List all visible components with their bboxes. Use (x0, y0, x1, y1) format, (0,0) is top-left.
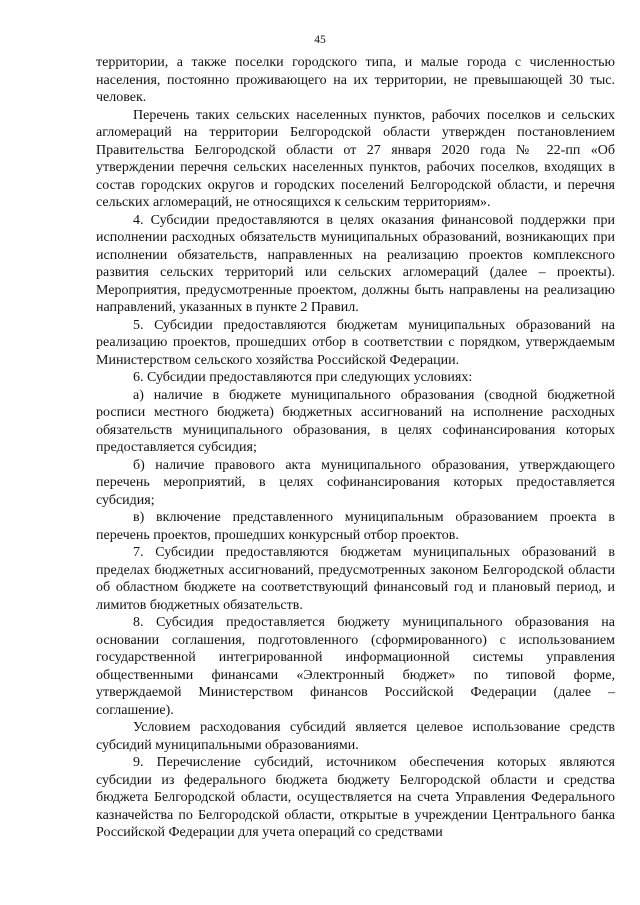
paragraph-item-4: 4. Субсидии предоставляются в целях оказания финансовой поддержки при исполнении расходных обязательств муниципальных образований, возникающих при исполнении обязательств, направленных на реализацию проектов комплексного развития сельских территорий или сельских агломераций (далее – проекты). Мероприятия, предусмотренные проектом, должны быть направлены на реализацию направлений, указанных в пункте 2 Правил. (96, 212, 615, 315)
paragraph-continuation: территории, а также поселки городского типа, и малые города с численностью населения, постоянно проживающего на их территории, не превышающей 30 тыс. человек. (96, 55, 615, 105)
paragraph-item-7: 7. Субсидии предоставляются бюджетам муниципальных образований в пределах бюджетных ассигнований, предусмотренных законом Белгородской области об областном бюджете на соответствующий финансовый год и плановый период, и лимитов бюджетных обязательств. (96, 545, 615, 613)
paragraph-perechen: Перечень таких сельских населенных пунктов, рабочих поселков и сельских агломераций на территории Белгородской области утвержден постановлением Правительства Белгородской области от 27 января 2020 года № 22-пп «Об утверждении перечня сельских населенных пунктов, рабочих поселков, входящих в состав городских округов и городских поселений Белгородской области, и перечня сельских агломераций, не относящихся к сельским территориям». (96, 107, 615, 210)
paragraph-item-6b: б) наличие правового акта муниципального образования, утверждающего перечень мероприятий, в целях софинансирования которых предоставляется субсидия; (96, 457, 615, 508)
paragraph-item-6a: а) наличие в бюджете муниципального образования (сводной бюджетной росписи местного бюджета) бюджетных ассигнований на исполнение расходных обязательств муниципального образования, в целях софинансирования которых предоставляется субсидия; (96, 387, 615, 455)
paragraph-condition: Условием расходования субсидий является целевое использование средств субсидий муниципальными образованиями. (96, 720, 615, 753)
scan-artifact: ‾ (318, 0, 321, 8)
document-body (96, 54, 615, 842)
page-number: 45 (314, 34, 326, 46)
paragraph-item-8: 8. Субсидия предоставляется бюджету муниципального образования на основании соглашения, подготовленного (сформированного) с использованием государственной интегрированной информационной системы управления общественными финансами «Электронный бюджет» по типовой форме, утверждаемой Министерством финансов Российской Федерации (далее – соглашение). (96, 615, 615, 718)
paragraph-item-9: 9. Перечисление субсидий, источником обеспечения которых являются субсидии из федерального бюджета бюджету Белгородской области и средства бюджета Белгородской области, осуществляется на счета Управления Федерального казначейства по Белгородской области, открытые в учреждении Центрального банка Российской Федерации для учета операций со средствами (96, 755, 615, 840)
paragraph-item-6: 6. Субсидии предоставляются при следующих условиях: (133, 370, 473, 385)
paragraph-item-5: 5. Субсидии предоставляются бюджетам муниципальных образований на реализацию проектов, прошедших отбор в соответствии с порядком, утверждаемым Министерством сельского хозяйства Российской Федерации. (96, 317, 615, 368)
paragraph-item-6v: в) включение представленного муниципальным образованием проекта в перечень проектов, прошедших конкурсный отбор проектов. (96, 510, 615, 543)
